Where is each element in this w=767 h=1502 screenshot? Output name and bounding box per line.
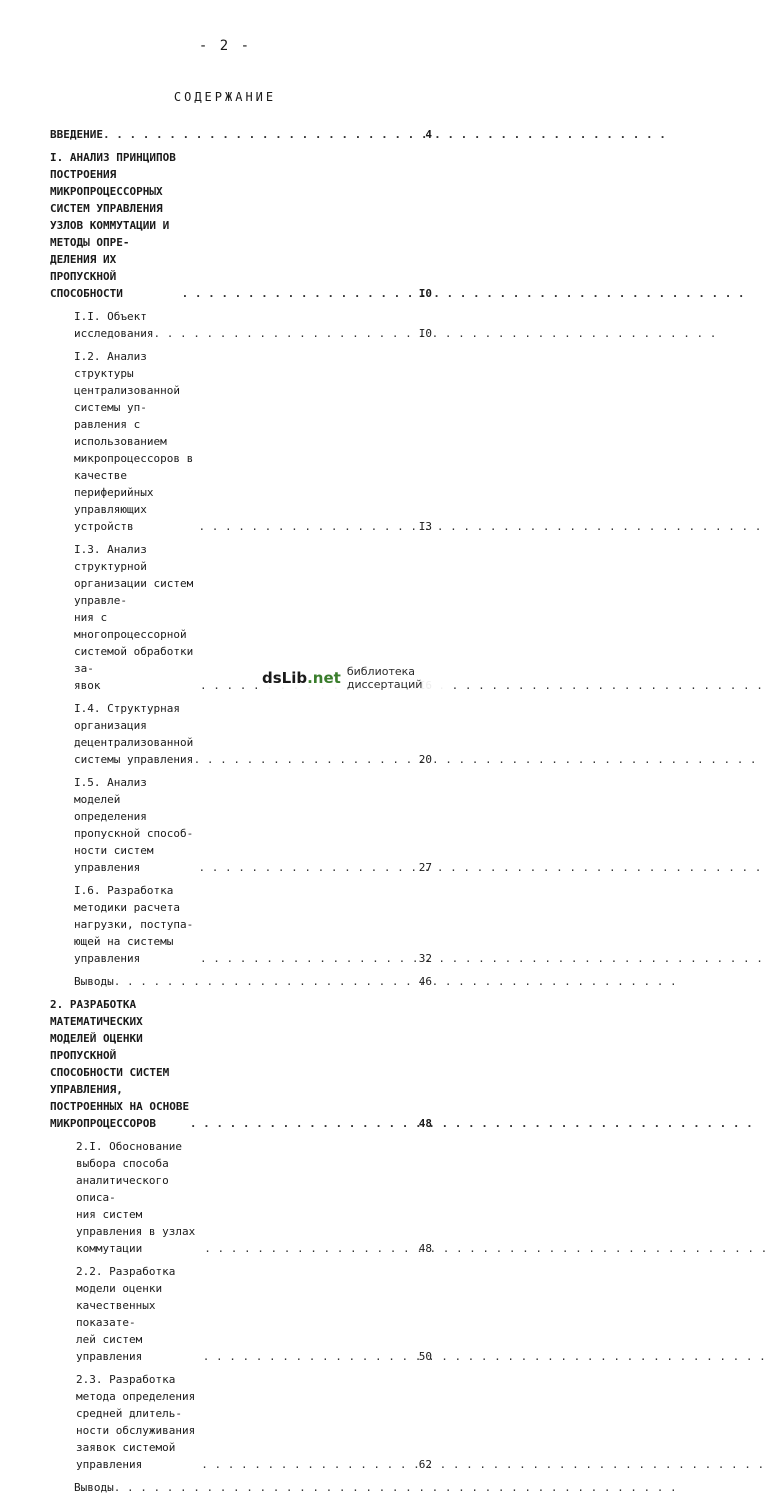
toc-entry (76, 1138, 432, 1257)
toc-entry (74, 700, 432, 768)
watermark-logo: dsLib.net (262, 668, 341, 687)
toc-entry (74, 348, 432, 535)
toc-entry-text: Выводы (74, 975, 114, 988)
toc-entry-text: I.2. Анализ структуры централизованной системы уп- равления с использованием микропроцессоров в качестве периферийных управляющих устройств (74, 350, 194, 533)
toc-leader-dots (114, 1479, 410, 1496)
toc-entry (74, 973, 432, 990)
toc-leader-dots (153, 325, 410, 342)
toc-page-number: 27 (418, 861, 432, 874)
toc-entry-text: I.6. Разработка методики расчета нагрузки, поступа- ющей на системы управления (74, 884, 194, 965)
toc-leader-dots (190, 1115, 410, 1132)
toc-page-number: 48 (418, 1117, 432, 1130)
toc-entry-text: I.4. Структурная организация децентрализованной системы управления (74, 702, 194, 766)
toc-leader-dots (203, 1348, 410, 1365)
toc-leader-dots (204, 1240, 410, 1257)
toc-page-number: I0 (418, 327, 432, 340)
toc-entry (74, 1479, 432, 1496)
toc-entry (50, 149, 432, 302)
toc-entry-text: ВВЕДЕНИЕ (50, 128, 103, 141)
toc-entry-text: Выводы (74, 1481, 114, 1494)
page-title: СОДЕРЖАНИЕ (173, 90, 277, 104)
toc-page-number: 4 (425, 128, 432, 141)
toc-leader-dots (200, 950, 410, 967)
toc-entry (50, 126, 432, 143)
toc-page-number: 62 (418, 1458, 432, 1471)
page-number: - 2 - (198, 38, 252, 54)
watermark-text: библиотека диссертаций (346, 664, 423, 691)
toc-page-number: I0 (418, 287, 432, 300)
toc-leader-dots (201, 1456, 410, 1473)
toc-entry-text: 2. РАЗРАБОТКА МАТЕМАТИЧЕСКИХ МОДЕЛЕЙ ОЦЕНКИ ПРОПУСКНОЙ СПОСОБНОСТИ СИСТЕМ УПРАВЛЕНИЯ, ПОСТРОЕННЫХ НА ОСНОВЕ МИКРОПРОЦЕССОРОВ (50, 998, 190, 1130)
toc-entry (50, 996, 432, 1132)
toc-entry (76, 1371, 432, 1473)
toc-page-number: 20 (418, 753, 432, 766)
toc-entry-text: I. АНАЛИЗ ПРИНЦИПОВ ПОСТРОЕНИЯ МИКРОПРОЦЕССОРНЫХ СИСТЕМ УПРАВЛЕНИЯ УЗЛОВ КОММУТАЦИИ И МЕТОДЫ ОПРЕ- ДЕЛЕНИЯ ИХ ПРОПУСКНОЙ СПОСОБНОСТИ (50, 151, 176, 300)
toc-page-number: 46 (418, 975, 432, 988)
toc-page-number: 50 (418, 1350, 432, 1363)
toc-page-number: 32 (418, 952, 432, 965)
watermark (262, 663, 450, 692)
toc-leader-dots (198, 859, 410, 876)
toc-entry-text: I.I. Объект исследования (74, 310, 154, 340)
toc-leader-dots (114, 973, 410, 990)
toc-entry-text: 2.2. Разработка модели оценки качественных показате- лей систем управления (76, 1265, 176, 1363)
table-of-contents (50, 126, 432, 1502)
toc-entry-text: I.3. Анализ структурной организации систем управле- ния с многопроцессорной системой обработки за- явок (74, 543, 194, 692)
toc-entry (74, 774, 432, 876)
toc-entry-text: 2.3. Разработка метода определения средней длитель- ности обслуживания заявок системой управления (76, 1373, 196, 1471)
toc-entry-text: 2.I. Обоснование выбора способа аналитического описа- ния систем управления в узлах коммутации (76, 1140, 196, 1255)
toc-page-number: 48 (418, 1242, 432, 1255)
toc-leader-dots (194, 751, 410, 768)
toc-leader-dots (198, 518, 410, 535)
toc-leader-dots (103, 126, 410, 143)
toc-entry (76, 1263, 432, 1365)
toc-entry-text: I.5. Анализ моделей определения пропускной способ- ности систем управления (74, 776, 194, 874)
toc-leader-dots (182, 285, 410, 302)
toc-entry (74, 882, 432, 967)
toc-entry (74, 308, 432, 342)
toc-page-number: I3 (418, 520, 432, 533)
